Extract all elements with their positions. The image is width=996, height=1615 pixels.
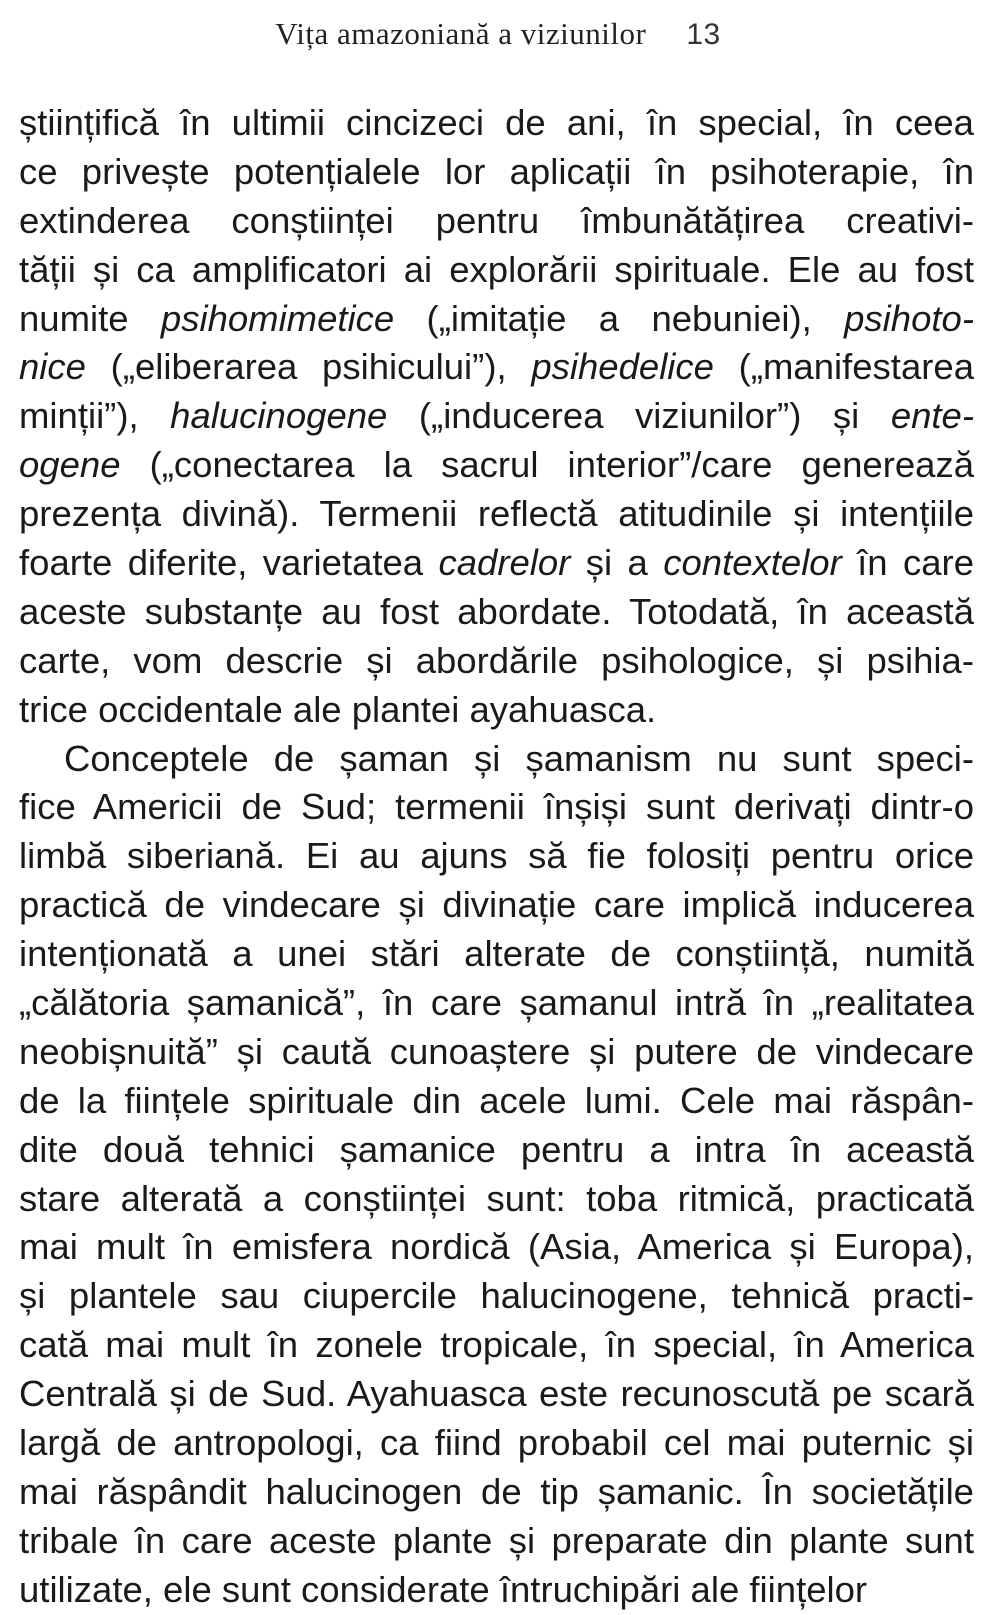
text-line — [19, 1223, 974, 1272]
text-run: cată mai mult în zonele tropicale, în special, în America — [19, 1324, 974, 1366]
text-run: aceste substanțe au fost abordate. Totodată, în această — [19, 590, 974, 632]
text-line — [19, 1566, 974, 1615]
text-run: trice occidentale ale plantei ayahuasca. — [19, 688, 657, 730]
text-run: dite două tehnici șamanice pentru a intra în această — [19, 1128, 974, 1170]
text-run: ce privește potențialele lor aplicații în psihoterapie, în — [19, 150, 974, 192]
text-run: utilizate, ele sunt considerate întruchipări ale ființelor — [19, 1568, 868, 1610]
text-run: numite — [19, 297, 161, 339]
text-run: științifică în ultimii cincizeci de ani, în special, în ceea — [19, 102, 974, 143]
running-header — [0, 16, 996, 52]
text-run: mai mult în emisfera nordică (Asia, America și Europa), — [19, 1226, 974, 1268]
text-line — [19, 99, 974, 148]
chapter-title: Vița amazoniană a viziunilor — [275, 16, 647, 51]
text-run: „călătoria șamanică”, în care șamanul intră în „realitatea — [19, 982, 974, 1024]
text-line — [19, 1517, 974, 1566]
italic-term: ogene — [19, 444, 121, 486]
text-run: Centrală și de Sud. Ayahuasca este recunoscută pe scară — [19, 1373, 974, 1415]
text-run: tății și ca amplificatori ai explorării spirituale. Ele au fost — [19, 248, 974, 290]
text-line — [19, 1126, 974, 1175]
text-line — [19, 392, 974, 441]
text-run: extinderea conștiinței pentru îmbunătățirea creativi- — [19, 199, 974, 241]
text-run: („imitație a nebuniei), — [394, 297, 845, 339]
text-run: și plantele sau ciupercile halucinogene, tehnică practi- — [19, 1275, 974, 1317]
body-text — [19, 99, 974, 1615]
text-line — [19, 1028, 974, 1077]
italic-term: psihoto- — [844, 297, 974, 339]
text-run: carte, vom descrie și abordările psihologice, și psihia- — [19, 639, 974, 681]
text-run: neobișnuită” și caută cunoaștere și putere de vindecare — [19, 1030, 974, 1072]
text-run: mai răspândit halucinogen de tip șamanic. În societățile — [19, 1470, 974, 1512]
text-run: de la ființele spirituale din acele lumi. Cele mai răspân- — [19, 1079, 974, 1121]
text-line — [19, 148, 974, 197]
italic-term: cadrelor — [438, 542, 571, 584]
text-line — [19, 1468, 974, 1517]
text-run: („inducerea viziunilor”) și — [387, 395, 891, 437]
text-line — [19, 735, 974, 784]
paragraph — [19, 735, 974, 1615]
text-run: limbă siberiană. Ei au ajuns să fie folosiți pentru orice — [19, 835, 974, 877]
paragraph — [19, 99, 974, 735]
text-run: („conectarea la sacrul interior”/care generează — [120, 444, 974, 486]
italic-term: psihedelice — [531, 346, 714, 388]
text-line — [19, 832, 974, 881]
text-line — [19, 295, 974, 344]
italic-term: ente- — [890, 395, 974, 437]
text-run: Conceptele de șaman și șamanism nu sunt speci- — [64, 737, 974, 779]
text-line — [19, 637, 974, 686]
italic-term: halucinogene — [170, 395, 388, 437]
text-run: practică de vindecare și divinație care implică inducerea — [19, 884, 974, 926]
italic-term: contextelor — [663, 542, 842, 584]
text-run: foarte diferite, varietatea — [19, 542, 439, 584]
text-line — [19, 197, 974, 246]
italic-term: psihomimetice — [160, 297, 395, 339]
text-run: („eliberarea psihicului”), — [85, 346, 532, 388]
text-line — [19, 490, 974, 539]
text-line — [19, 343, 974, 392]
text-line — [19, 1272, 974, 1321]
text-line — [19, 1370, 974, 1419]
text-line — [19, 979, 974, 1028]
text-line — [19, 539, 974, 588]
text-run: („manifestarea — [713, 346, 974, 388]
italic-term: nice — [19, 346, 86, 388]
text-line — [19, 1175, 974, 1224]
text-line — [19, 881, 974, 930]
text-line — [19, 1419, 974, 1468]
text-line — [19, 246, 974, 295]
text-line — [19, 783, 974, 832]
text-run: tribale în care aceste plante și preparate din plante sunt — [19, 1519, 974, 1561]
text-run: intenționată a unei stări alterate de conștiință, numită — [19, 933, 974, 975]
text-run: în care — [841, 542, 974, 584]
text-run: prezența divină). Termenii reflectă atitudinile și intențiile — [19, 493, 974, 535]
text-line — [19, 930, 974, 979]
text-run: și a — [570, 542, 664, 584]
text-run: stare alterată a conștiinței sunt: toba ritmică, practicată — [19, 1177, 974, 1219]
text-run: largă de antropologi, ca fiind probabil cel mai puternic și — [19, 1422, 974, 1464]
text-run: fice Americii de Sud; termenii înșiși sunt derivați dintr-o — [19, 786, 974, 828]
text-line — [19, 1321, 974, 1370]
text-line — [19, 588, 974, 637]
text-line — [19, 686, 974, 735]
page-number: 13 — [686, 18, 721, 51]
text-line — [19, 1077, 974, 1126]
text-run: minții”), — [19, 395, 171, 437]
text-line — [19, 441, 974, 490]
